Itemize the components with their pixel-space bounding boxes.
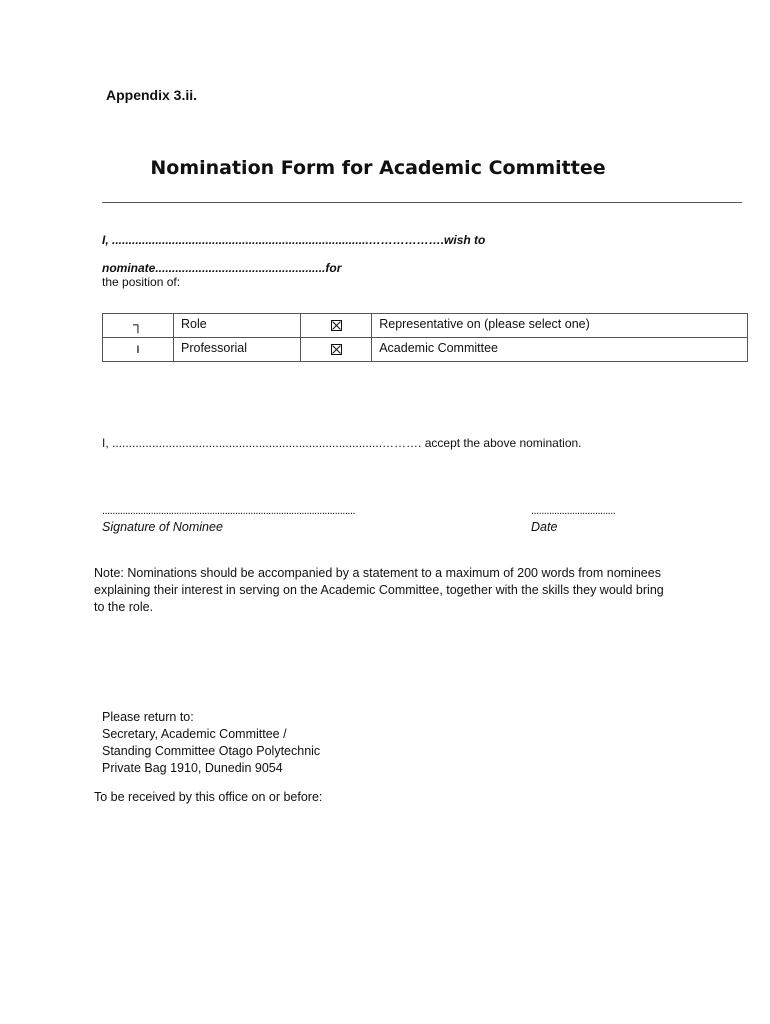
role-cell: Role bbox=[174, 314, 301, 338]
table-row bbox=[103, 338, 748, 362]
row-selector: ı bbox=[103, 338, 174, 362]
date-label: Date bbox=[531, 520, 558, 534]
title-divider bbox=[102, 202, 742, 203]
position-label: the position of: bbox=[102, 275, 181, 289]
role-cell: Professorial bbox=[174, 338, 301, 362]
date-field[interactable]: ................................. bbox=[531, 505, 616, 517]
return-address bbox=[102, 709, 320, 777]
address-line: Secretary, Academic Committee / bbox=[102, 727, 287, 741]
representative-cell: Representative on (please select one) bbox=[372, 314, 748, 338]
table-row bbox=[103, 314, 748, 338]
signature-field[interactable]: ................................................................................................... bbox=[102, 505, 356, 517]
address-line: Standing Committee Otago Polytechnic bbox=[102, 744, 321, 758]
deadline-text: To be received by this office on or before: bbox=[94, 790, 323, 804]
acceptance-line[interactable]: I, .................................................................................………. accept the above nomination. bbox=[102, 436, 582, 450]
checked-box-icon[interactable] bbox=[331, 344, 342, 355]
checked-box-icon[interactable] bbox=[331, 320, 342, 331]
nominator-line[interactable]: I, .............................................................................……………….wish to bbox=[102, 233, 486, 247]
address-line: Please return to: bbox=[102, 710, 194, 724]
row-selector: ┐ bbox=[103, 314, 174, 338]
address-line: Private Bag 1910, Dunedin 9054 bbox=[102, 761, 283, 775]
signature-label: Signature of Nominee bbox=[102, 520, 223, 534]
roles-table bbox=[102, 313, 748, 362]
note-paragraph: Note: Nominations should be accompanied by a statement to a maximum of 200 words from nominees explaining their interest in serving on the Academic Committee, together with the skills they would bring to the role. bbox=[94, 566, 664, 614]
form-title: Nomination Form for Academic Committee bbox=[150, 157, 606, 179]
representative-cell: Academic Committee bbox=[372, 338, 748, 362]
nominee-line[interactable]: nominate...................................................for bbox=[102, 261, 342, 275]
appendix-label: Appendix 3.ii. bbox=[106, 87, 198, 103]
checkbox-cell[interactable] bbox=[301, 314, 372, 338]
checkbox-cell[interactable] bbox=[301, 338, 372, 362]
